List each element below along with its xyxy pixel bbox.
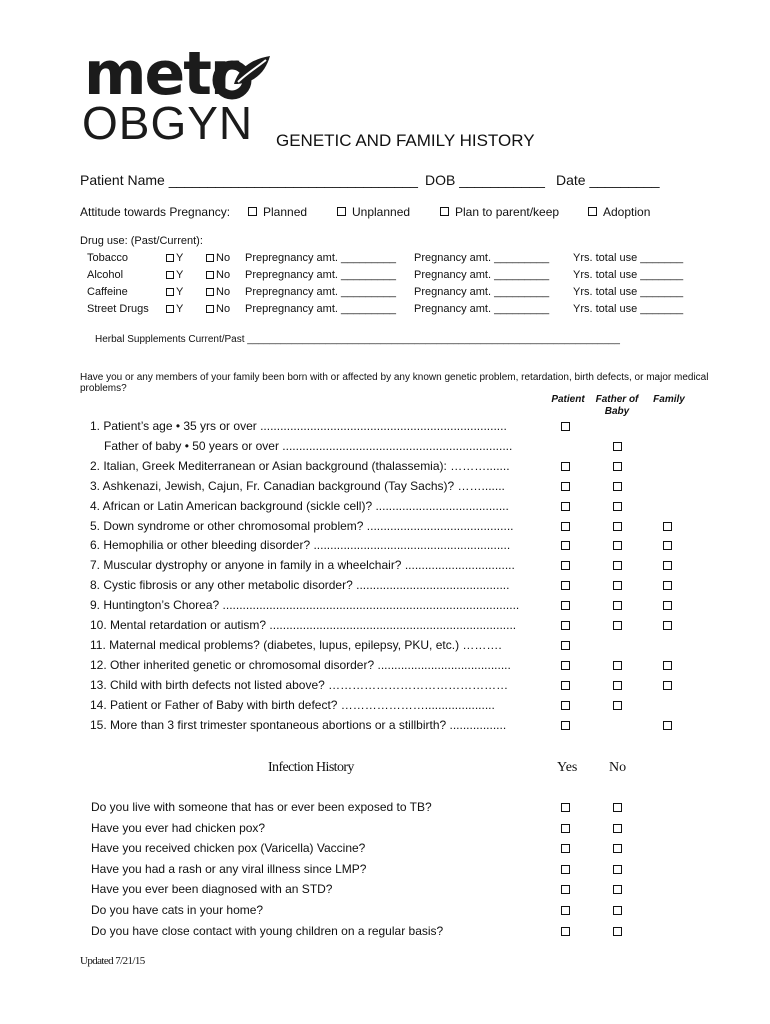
no-checkbox[interactable]: [613, 844, 622, 853]
checkbox-icon[interactable]: [206, 305, 214, 313]
family-column-header: Family: [653, 394, 685, 405]
checkbox-icon[interactable]: [206, 271, 214, 279]
patient-checkbox[interactable]: [561, 541, 570, 550]
adoption-checkbox[interactable]: [588, 207, 597, 216]
drug-name: Street Drugs: [87, 303, 149, 315]
genetic-question-text: 7. Muscular dystrophy or anyone in family in a wheelchair? .................................: [90, 558, 515, 572]
drug-use-heading: Drug use: (Past/Current):: [80, 235, 203, 247]
father-checkbox[interactable]: [613, 502, 622, 511]
form-title: GENETIC AND FAMILY HISTORY: [276, 131, 535, 150]
yes-checkbox[interactable]: [561, 824, 570, 833]
patient-column-header: Patient: [551, 394, 585, 405]
drug-yes-option[interactable]: Y: [166, 252, 183, 264]
genetic-question-text: 14. Patient or Father of Baby with birth defect? ………………….....................: [90, 698, 495, 712]
family-checkbox[interactable]: [663, 541, 672, 550]
genetic-question-text: 8. Cystic fibrosis or any other metabolic disorder? ..............................................: [90, 578, 510, 592]
years-total-use-field[interactable]: Yrs. total use _______: [573, 286, 684, 298]
no-checkbox[interactable]: [613, 906, 622, 915]
drug-name: Tobacco: [87, 252, 128, 264]
genetic-question-text: 4. African or Latin American background (sickle cell)? ........................................: [90, 499, 509, 513]
father-checkbox[interactable]: [613, 601, 622, 610]
no-column-header: No: [609, 760, 627, 775]
patient-checkbox[interactable]: [561, 502, 570, 511]
patient-checkbox[interactable]: [561, 462, 570, 471]
drug-no-option[interactable]: No: [206, 286, 230, 298]
logo-metro: metr: [84, 39, 238, 109]
genetic-question-text: 2. Italian, Greek Mediterranean or Asian background (thalassemia): ……….......: [90, 459, 510, 473]
patient-checkbox[interactable]: [561, 701, 570, 710]
logo-obgyn: OBGYN: [82, 97, 254, 149]
father-checkbox[interactable]: [613, 701, 622, 710]
checkbox-icon[interactable]: [166, 305, 174, 313]
prepregnancy-amount-field[interactable]: Prepregnancy amt. _________: [245, 252, 397, 264]
family-checkbox[interactable]: [663, 601, 672, 610]
genetic-intro: Have you or any members of your family been born with or affected by any known genetic problem, retardation, birth defects, or major medical problems?: [80, 372, 709, 394]
yes-checkbox[interactable]: [561, 844, 570, 853]
patient-checkbox[interactable]: [561, 681, 570, 690]
infection-question-text: Have you had a rash or any viral illness since LMP?: [91, 862, 367, 876]
prepregnancy-amount-field[interactable]: Prepregnancy amt. _________: [245, 269, 397, 281]
patient-checkbox[interactable]: [561, 661, 570, 670]
yes-column-header: Yes: [557, 760, 578, 775]
no-checkbox[interactable]: [613, 927, 622, 936]
herbal-supplements-field[interactable]: Herbal Supplements Current/Past ___________________________________________________________________: [95, 334, 620, 345]
checkbox-icon[interactable]: [166, 288, 174, 296]
father-checkbox[interactable]: [613, 462, 622, 471]
years-total-use-field[interactable]: Yrs. total use _______: [573, 252, 684, 264]
yes-checkbox[interactable]: [561, 885, 570, 894]
attitude-label: Attitude towards Pregnancy:: [80, 205, 231, 219]
dob-field[interactable]: DOB ___________: [425, 172, 545, 188]
updated-date: Updated 7/21/15: [80, 955, 145, 967]
years-total-use-field[interactable]: Yrs. total use _______: [573, 269, 684, 281]
genetic-question-text: Father of baby • 50 years or over .....................................................................: [104, 439, 513, 453]
genetic-question-text: 1. Patient’s age • 35 yrs or over ..........................................................................: [90, 419, 507, 433]
family-checkbox[interactable]: [663, 561, 672, 570]
genetic-question-text: 10. Mental retardation or autism? ..........................................................................: [90, 618, 517, 632]
patient-checkbox[interactable]: [561, 561, 570, 570]
patient-name-field[interactable]: Patient Name ________________________________: [80, 172, 418, 188]
planned-label: Planned: [263, 205, 308, 219]
patient-checkbox[interactable]: [561, 422, 570, 431]
genetic-question-text: 11. Maternal medical problems? (diabetes, lupus, epilepsy, PKU, etc.) ……….: [90, 638, 502, 652]
checkbox-icon[interactable]: [166, 254, 174, 262]
family-checkbox[interactable]: [663, 621, 672, 630]
father-checkbox[interactable]: [613, 681, 622, 690]
pregnancy-amount-field[interactable]: Pregnancy amt. _________: [414, 252, 550, 264]
genetic-question-text: 15. More than 3 first trimester spontaneous abortions or a stillbirth? .................: [90, 718, 507, 732]
drug-name: Alcohol: [87, 269, 124, 281]
yes-checkbox[interactable]: [561, 927, 570, 936]
drug-no-option[interactable]: No: [206, 269, 230, 281]
prepregnancy-amount-field[interactable]: Prepregnancy amt. _________: [245, 303, 397, 315]
yes-checkbox[interactable]: [561, 865, 570, 874]
unplanned-label: Unplanned: [352, 205, 411, 219]
father-checkbox[interactable]: [613, 621, 622, 630]
no-checkbox[interactable]: [613, 865, 622, 874]
genetic-question-text: 3. Ashkenazi, Jewish, Cajun, Fr. Canadian background (Tay Sachs)? …….......: [90, 479, 505, 493]
yes-checkbox[interactable]: [561, 906, 570, 915]
planned-checkbox[interactable]: [248, 207, 257, 216]
drug-yes-option[interactable]: Y: [166, 303, 183, 315]
father-checkbox[interactable]: [613, 442, 622, 451]
drug-yes-option[interactable]: Y: [166, 269, 183, 281]
patient-checkbox[interactable]: [561, 641, 570, 650]
family-checkbox[interactable]: [663, 721, 672, 730]
infection-question-text: Do you live with someone that has or ever been exposed to TB?: [91, 800, 432, 814]
no-checkbox[interactable]: [613, 803, 622, 812]
infection-question-text: Have you received chicken pox (Varicella) Vaccine?: [91, 841, 366, 855]
adoption-label: Adoption: [603, 205, 651, 219]
genetic-question-text: 6. Hemophilia or other bleeding disorder? ...........................................................: [90, 538, 511, 552]
patient-checkbox[interactable]: [561, 621, 570, 630]
father-checkbox[interactable]: [613, 561, 622, 570]
family-checkbox[interactable]: [663, 681, 672, 690]
family-checkbox[interactable]: [663, 581, 672, 590]
father-checkbox[interactable]: [613, 581, 622, 590]
infection-question-text: Have you ever been diagnosed with an STD?: [91, 882, 333, 896]
date-field[interactable]: Date _________: [556, 172, 660, 188]
no-checkbox[interactable]: [613, 885, 622, 894]
pregnancy-amount-field[interactable]: Pregnancy amt. _________: [414, 269, 550, 281]
pregnancy-amount-field[interactable]: Pregnancy amt. _________: [414, 286, 550, 298]
prepregnancy-amount-field[interactable]: Prepregnancy amt. _________: [245, 286, 397, 298]
genetic-question-text: 9. Huntington’s Chorea? .........................................................................................: [90, 598, 520, 612]
patient-checkbox[interactable]: [561, 482, 570, 491]
leaf-logo-icon: [210, 54, 272, 100]
unplanned-checkbox[interactable]: [337, 207, 346, 216]
yes-checkbox[interactable]: [561, 803, 570, 812]
plan-to-parent-label: Plan to parent/keep: [455, 205, 560, 219]
patient-checkbox[interactable]: [561, 721, 570, 730]
drug-name: Caffeine: [87, 286, 128, 298]
years-total-use-field[interactable]: Yrs. total use _______: [573, 303, 684, 315]
checkbox-icon[interactable]: [166, 271, 174, 279]
family-checkbox[interactable]: [663, 522, 672, 531]
father-checkbox[interactable]: [613, 482, 622, 491]
infection-question-text: Do you have cats in your home?: [91, 903, 264, 917]
father-checkbox[interactable]: [613, 522, 622, 531]
plan-to-parent-checkbox[interactable]: [440, 207, 449, 216]
drug-no-option[interactable]: No: [206, 252, 230, 264]
pregnancy-amount-field[interactable]: Pregnancy amt. _________: [414, 303, 550, 315]
genetic-question-text: 12. Other inherited genetic or chromosomal disorder? ........................................: [90, 658, 511, 672]
family-checkbox[interactable]: [663, 661, 672, 670]
genetic-question-text: 5. Down syndrome or other chromosomal problem? ............................................: [90, 519, 514, 533]
drug-no-option[interactable]: No: [206, 303, 230, 315]
patient-checkbox[interactable]: [561, 601, 570, 610]
father-checkbox[interactable]: [613, 541, 622, 550]
genetic-question-text: 13. Child with birth defects not listed above? ………………………………………: [90, 678, 509, 692]
father-column-header: Father of Baby: [595, 394, 639, 417]
checkbox-icon[interactable]: [206, 288, 214, 296]
drug-yes-option[interactable]: Y: [166, 286, 183, 298]
father-checkbox[interactable]: [613, 661, 622, 670]
no-checkbox[interactable]: [613, 824, 622, 833]
infection-question-text: Have you ever had chicken pox?: [91, 821, 266, 835]
infection-question-text: Do you have close contact with young children on a regular basis?: [91, 924, 444, 938]
checkbox-icon[interactable]: [206, 254, 214, 262]
patient-checkbox[interactable]: [561, 522, 570, 531]
patient-checkbox[interactable]: [561, 581, 570, 590]
infection-history-heading: Infection History: [268, 760, 354, 775]
